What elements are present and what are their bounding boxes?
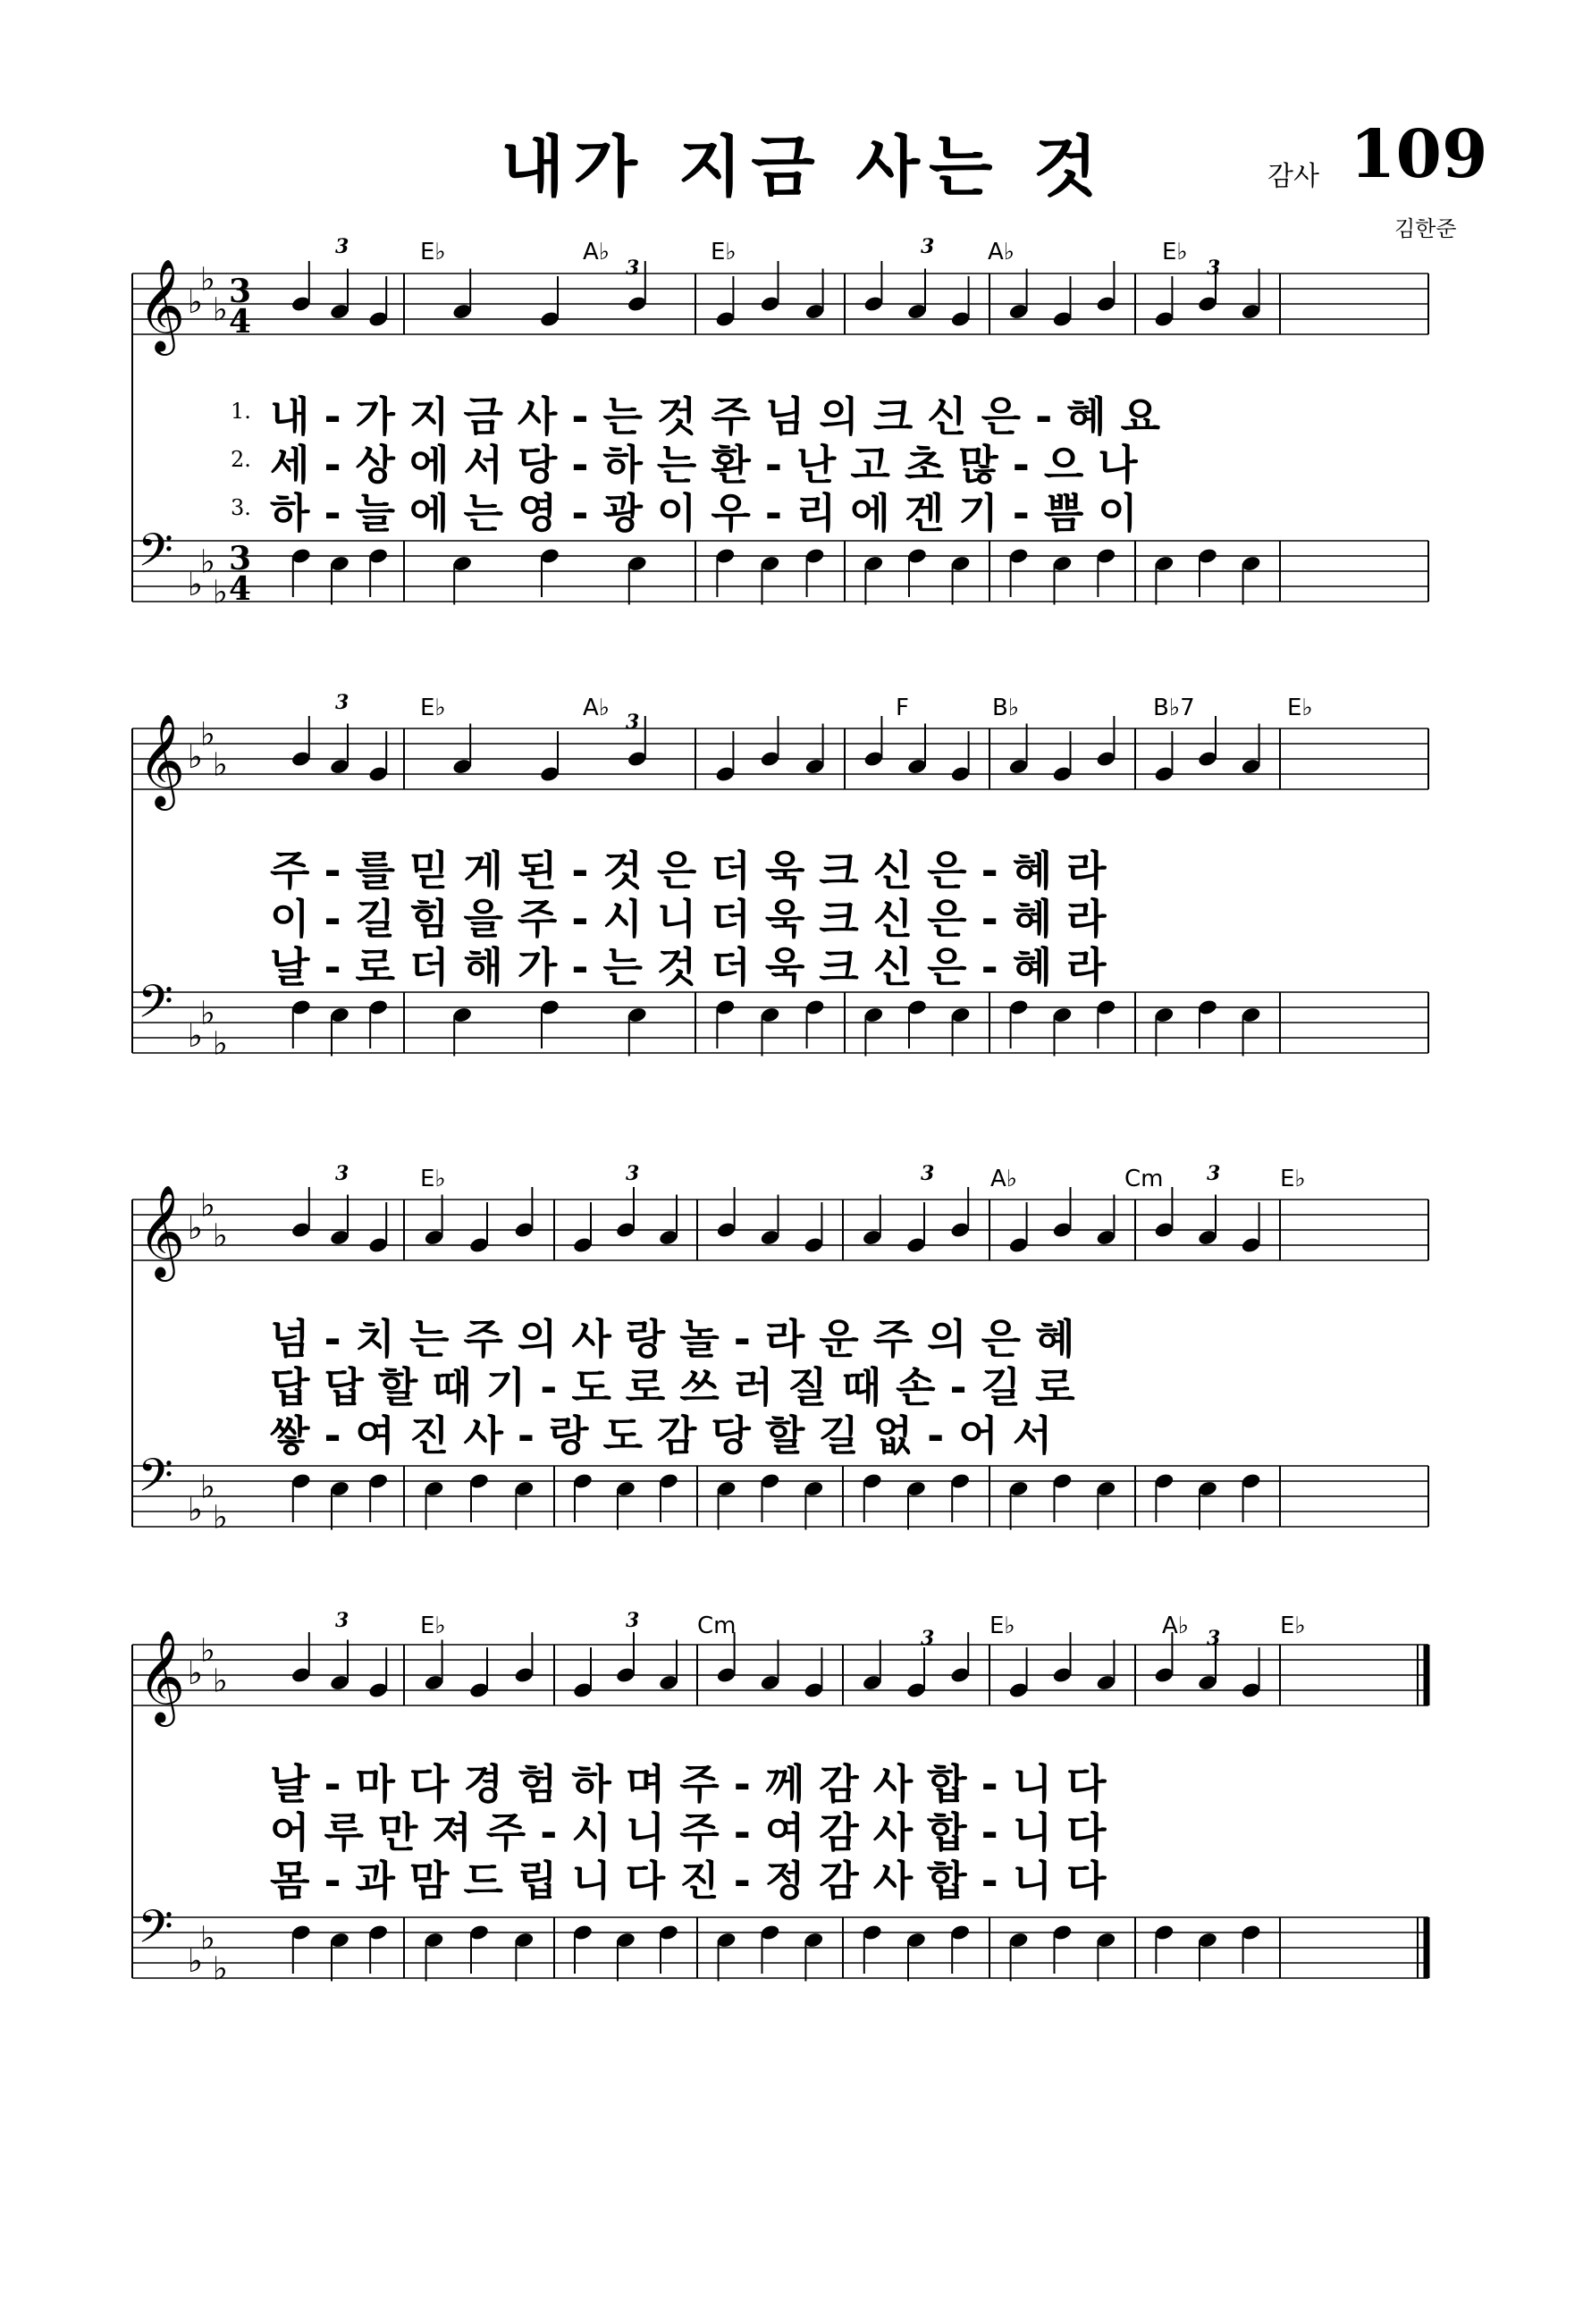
treble-clef: 𝄞 bbox=[138, 1184, 186, 1278]
bass-clef: 𝄢 bbox=[138, 974, 173, 1040]
flat-icon: ♭ bbox=[188, 739, 203, 776]
triplet-mark: 3 bbox=[1207, 257, 1221, 280]
lyric-line: 세 - 상 에 서 당 - 하 는 환 - 난 고 초 많 - 으 나 bbox=[270, 441, 1138, 489]
chord-symbol: A♭ bbox=[583, 239, 610, 265]
flat-icon: ♭ bbox=[188, 284, 203, 321]
lyric-line: 날 - 로 더 해 가 - 는 것 더 욱 크 신 은 - 혜 라 bbox=[270, 943, 1107, 991]
flat-icon: ♭ bbox=[200, 1920, 215, 1958]
chord-symbol: A♭ bbox=[990, 1166, 1018, 1192]
treble-clef: 𝄞 bbox=[138, 1629, 186, 1723]
chord-symbol: E♭ bbox=[1280, 1612, 1306, 1639]
chord-symbol: E♭ bbox=[1162, 239, 1188, 265]
triplet-mark: 3 bbox=[335, 1609, 349, 1632]
chord-symbol: B♭7 bbox=[1153, 695, 1195, 721]
hymn-category: 감사 bbox=[1267, 161, 1319, 192]
flat-icon: ♭ bbox=[213, 1663, 228, 1700]
chord-symbol: A♭ bbox=[583, 695, 610, 721]
triplet-mark: 3 bbox=[335, 691, 349, 714]
chord-symbol: E♭ bbox=[420, 1612, 446, 1639]
composer-name: 김한준 bbox=[1394, 216, 1457, 241]
flat-icon: ♭ bbox=[200, 716, 215, 754]
chord-symbol: E♭ bbox=[1280, 1166, 1306, 1192]
lyric-line: 어 루 만 져 주 - 시 니 주 - 여 감 사 합 - 니 다 bbox=[270, 1808, 1107, 1857]
flat-icon: ♭ bbox=[188, 1492, 203, 1528]
flat-icon: ♭ bbox=[188, 1210, 203, 1247]
flat-icon: ♭ bbox=[213, 291, 228, 329]
lyric-line: 몸 - 과 맘 드 립 니 다 진 - 정 감 사 합 - 니 다 bbox=[270, 1857, 1107, 1905]
chord-symbol: E♭ bbox=[711, 239, 737, 265]
triplet-mark: 3 bbox=[626, 257, 640, 280]
flat-icon: ♭ bbox=[200, 261, 215, 299]
time-signature: 4 bbox=[229, 570, 252, 608]
chord-symbol: A♭ bbox=[1162, 1612, 1190, 1639]
chord-symbol: Cm bbox=[1124, 1166, 1164, 1192]
triplet-mark: 3 bbox=[921, 235, 935, 258]
lyric-line: 날 - 마 다 경 험 하 며 주 - 께 감 사 합 - 니 다 bbox=[270, 1760, 1107, 1808]
flat-icon: ♭ bbox=[213, 1950, 228, 1988]
chord-symbol: F bbox=[896, 695, 909, 721]
lyric-line: 내 - 가 지 금 사 - 는 것 주 님 의 크 신 은 - 혜 요 bbox=[270, 392, 1161, 441]
flat-icon: ♭ bbox=[188, 1655, 203, 1692]
time-signature: 3 bbox=[229, 273, 252, 310]
verse-number: 1. bbox=[231, 399, 251, 424]
flat-icon: ♭ bbox=[188, 1943, 203, 1980]
bass-clef: 𝄢 bbox=[138, 1899, 173, 1965]
flat-icon: ♭ bbox=[200, 543, 215, 581]
triplet-mark: 3 bbox=[1207, 1627, 1221, 1650]
flat-icon: ♭ bbox=[213, 746, 228, 784]
triplet-mark: 3 bbox=[921, 1162, 935, 1185]
time-signature: 3 bbox=[229, 540, 252, 577]
lyric-line: 쌓 - 여 진 사 - 랑 도 감 당 할 길 없 - 어 서 bbox=[270, 1411, 1053, 1460]
triplet-mark: 3 bbox=[335, 235, 349, 258]
triplet-mark: 3 bbox=[335, 1162, 349, 1185]
flat-icon: ♭ bbox=[213, 1499, 228, 1537]
chord-symbol: E♭ bbox=[420, 695, 446, 721]
flat-icon: ♭ bbox=[213, 1217, 228, 1255]
flat-icon: ♭ bbox=[200, 995, 215, 1032]
triplet-mark: 3 bbox=[626, 1609, 640, 1632]
chord-symbol: B♭ bbox=[992, 695, 1020, 721]
flat-icon: ♭ bbox=[188, 567, 203, 603]
flat-icon: ♭ bbox=[188, 1018, 203, 1055]
lyric-line: 넘 - 치 는 주 의 사 랑 놀 - 라 운 주 의 은 혜 bbox=[270, 1315, 1075, 1363]
flat-icon: ♭ bbox=[200, 1469, 215, 1506]
triplet-mark: 3 bbox=[1207, 1162, 1221, 1185]
hymn-number: 109 bbox=[1350, 116, 1488, 193]
lyric-line: 하 - 늘 에 는 영 - 광 이 우 - 리 에 겐 기 - 쁨 이 bbox=[270, 489, 1138, 537]
bass-clef: 𝄢 bbox=[138, 523, 173, 588]
treble-clef: 𝄞 bbox=[138, 258, 186, 352]
triplet-mark: 3 bbox=[921, 1627, 935, 1650]
triplet-mark: 3 bbox=[626, 1162, 640, 1185]
hymn-title: 내가 지금 사는 것 bbox=[501, 129, 1107, 206]
verse-number: 3. bbox=[231, 495, 251, 520]
flat-icon: ♭ bbox=[200, 1632, 215, 1670]
flat-icon: ♭ bbox=[213, 1025, 228, 1063]
flat-icon: ♭ bbox=[200, 1187, 215, 1225]
flat-icon: ♭ bbox=[213, 574, 228, 611]
lyric-line: 이 - 길 힘 을 주 - 시 니 더 욱 크 신 은 - 혜 라 bbox=[270, 895, 1107, 943]
bass-clef: 𝄢 bbox=[138, 1448, 173, 1513]
verse-number: 2. bbox=[231, 447, 251, 472]
chord-symbol: Cm bbox=[697, 1612, 737, 1639]
chord-symbol: E♭ bbox=[420, 1166, 446, 1192]
triplet-mark: 3 bbox=[626, 711, 640, 734]
chord-symbol: A♭ bbox=[988, 239, 1015, 265]
chord-symbol: E♭ bbox=[1287, 695, 1313, 721]
treble-clef: 𝄞 bbox=[138, 713, 186, 807]
lyric-line: 주 - 를 믿 게 된 - 것 은 더 욱 크 신 은 - 혜 라 bbox=[270, 846, 1107, 895]
chord-symbol: E♭ bbox=[989, 1612, 1015, 1639]
time-signature: 4 bbox=[229, 303, 252, 341]
chord-symbol: E♭ bbox=[420, 239, 446, 265]
lyric-line: 답 답 할 때 기 - 도 로 쓰 러 질 때 손 - 길 로 bbox=[270, 1363, 1075, 1411]
